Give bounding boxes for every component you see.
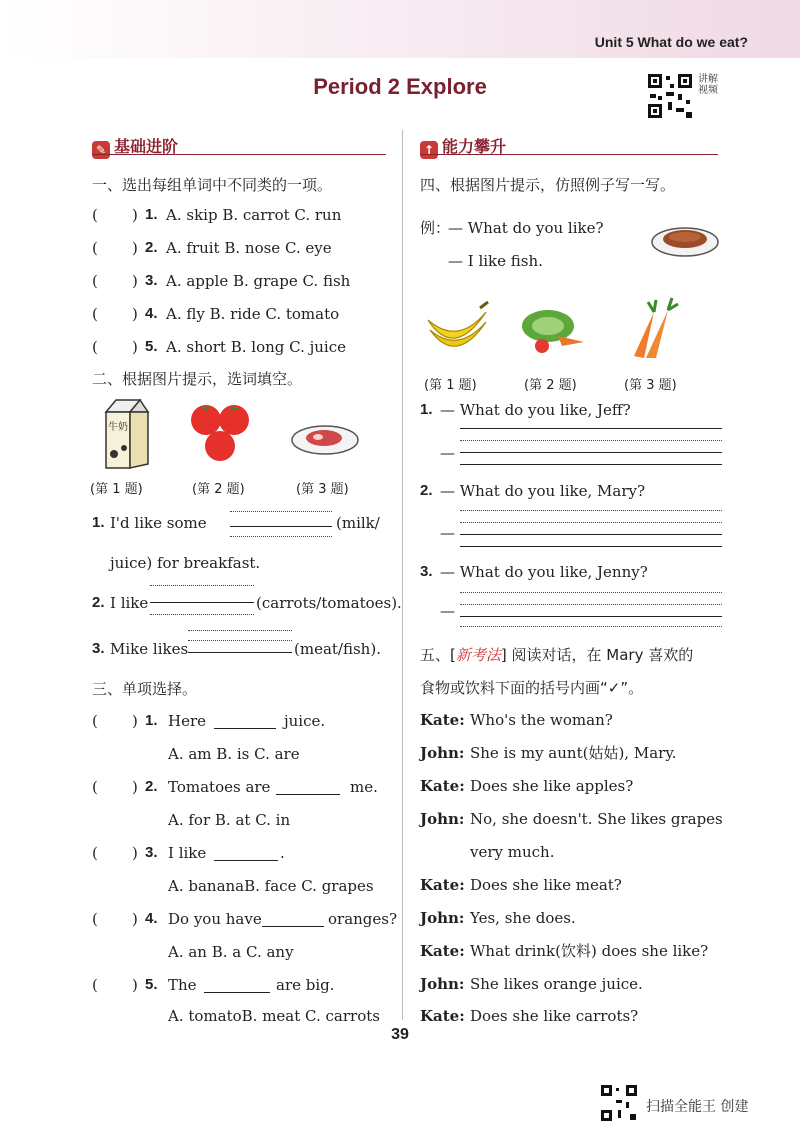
item-options: A. tomatoB. meat C. carrots	[168, 1007, 380, 1025]
section-underline	[420, 154, 718, 155]
dialogue-line: Yes, she does.	[470, 909, 576, 927]
item-stem: Here	[168, 712, 207, 730]
caption-2: (第 2 题)	[192, 482, 245, 497]
answer-paren-open[interactable]: (	[92, 272, 98, 290]
item-options: A. fruit B. nose C. eye	[166, 239, 332, 257]
item-options: A. skip B. carrot C. run	[166, 206, 342, 224]
speaker: Kate:	[420, 777, 465, 795]
q1-guide-line	[230, 511, 332, 512]
writing-line	[460, 604, 722, 605]
fish-dish-icon	[650, 220, 720, 258]
answer-paren-open[interactable]: (	[92, 239, 98, 257]
speaker: Kate:	[420, 942, 465, 960]
speaker: Kate:	[420, 876, 465, 894]
scanner-qr-icon	[600, 1084, 638, 1122]
question-number: 2.	[420, 482, 433, 499]
part5-heading-line2: 食物或饮料下面的括号内画“✓”。	[420, 679, 644, 697]
answer-paren-close: )	[132, 844, 138, 862]
writing-line	[460, 440, 722, 441]
carrots-icon	[624, 296, 690, 362]
answer-paren-open[interactable]: (	[92, 844, 98, 862]
example-label: 例：	[420, 219, 451, 237]
writing-line	[460, 428, 722, 429]
answer-line[interactable]	[460, 452, 722, 453]
part4-heading: 四、根据图片提示，仿照例子写一写。	[420, 176, 676, 194]
part3-heading: 三、单项选择。	[92, 680, 198, 698]
q2-guide-line	[150, 585, 254, 586]
question-number: 3.	[420, 563, 433, 580]
item-stem-end: juice.	[284, 712, 326, 730]
writing-line	[460, 626, 722, 627]
caption-1: (第 1 题)	[424, 378, 477, 393]
question-text: — What do you like, Mary?	[440, 482, 646, 500]
q2-blank[interactable]	[150, 602, 254, 603]
footer-watermark: 扫描全能王 创建	[646, 1099, 749, 1115]
item-number: 5.	[145, 976, 158, 993]
speaker: Kate:	[420, 1007, 465, 1025]
unit-label: Unit 5 What do we eat?	[594, 34, 748, 50]
answer-paren-close: )	[132, 206, 138, 224]
item-stem: Do you have	[168, 910, 262, 928]
q2-guide-line	[150, 614, 254, 615]
dialogue-line: Does she like apples?	[470, 777, 634, 795]
item-options: A. am B. is C. are	[168, 745, 300, 763]
section-underline	[92, 154, 386, 155]
dialogue-line: What drink(饮料) does she like?	[470, 942, 709, 960]
dialogue-line: She likes orange juice.	[470, 975, 643, 993]
q3-guide-line	[188, 640, 292, 641]
item-options: A. apple B. grape C. fish	[166, 272, 351, 290]
caption-2: (第 2 题)	[524, 378, 577, 393]
answer-paren-close: )	[132, 239, 138, 257]
column-divider	[402, 130, 403, 1020]
q1-number: 1.	[92, 514, 105, 531]
item-stem-end: are big.	[276, 976, 335, 994]
speaker: John:	[420, 909, 465, 927]
dialogue-line: She is my aunt(姑姑), Mary.	[470, 744, 677, 762]
q2-text-b: (carrots/tomatoes).	[256, 594, 402, 612]
item-options: A. bananaB. face C. grapes	[168, 877, 374, 895]
writing-line	[460, 464, 722, 465]
answer-paren-close: )	[132, 305, 138, 323]
answer-paren-open[interactable]: (	[92, 910, 98, 928]
answer-paren-open[interactable]: (	[92, 778, 98, 796]
new-method-tag: 新考法	[455, 646, 501, 664]
dialogue-line: No, she doesn't. She likes grapes	[470, 810, 723, 828]
item-stem: The	[168, 976, 197, 994]
question-number: 1.	[420, 401, 433, 418]
example-question: — What do you like?	[448, 219, 604, 237]
answer-dash: —	[440, 602, 455, 620]
caption-1: (第 1 题)	[90, 482, 143, 497]
q3-number: 3.	[92, 640, 105, 657]
vegetables-icon	[518, 302, 588, 358]
question-text: — What do you like, Jenny?	[440, 563, 648, 581]
item-options: A. short B. long C. juice	[166, 338, 347, 356]
answer-paren-close: )	[132, 976, 138, 994]
q1-blank[interactable]	[230, 526, 332, 527]
milk-label: 牛奶	[108, 422, 128, 433]
item-number: 1.	[145, 712, 158, 729]
q1-text-a: I'd like some	[110, 514, 207, 532]
part5-heading-text: ] 阅读对话，在 Mary 喜欢的	[500, 646, 694, 664]
item-stem-end: oranges?	[328, 910, 398, 928]
answer-paren-open[interactable]: (	[92, 206, 98, 224]
page-number: 39	[391, 1026, 409, 1043]
speaker: John:	[420, 744, 465, 762]
dialogue-line: very much.	[470, 843, 555, 861]
answer-line[interactable]	[460, 616, 722, 617]
answer-paren-close: )	[132, 910, 138, 928]
caption-3: (第 3 题)	[296, 482, 349, 497]
pen-icon: ✎	[92, 141, 110, 159]
meat-plate-icon	[290, 420, 360, 456]
item-number: 2.	[145, 239, 158, 256]
answer-paren-close: )	[132, 712, 138, 730]
item-stem: I like	[168, 844, 207, 862]
answer-paren-open[interactable]: (	[92, 305, 98, 323]
bananas-icon	[424, 300, 490, 362]
page-title: Period 2 Explore	[313, 74, 487, 99]
item-number: 1.	[145, 206, 158, 223]
rocket-icon: ↑	[420, 141, 438, 159]
question-text: — What do you like, Jeff?	[440, 401, 631, 419]
answer-paren-open[interactable]: (	[92, 338, 98, 356]
dialogue-line: Who's the woman?	[470, 711, 613, 729]
writing-line	[460, 522, 722, 523]
item-blank[interactable]	[204, 992, 270, 993]
item-number: 3.	[145, 844, 158, 861]
speaker: John:	[420, 810, 465, 828]
part1-heading: 一、选出每组单词中不同类的一项。	[92, 176, 333, 194]
item-blank[interactable]	[276, 794, 340, 795]
part5-heading	[420, 646, 693, 664]
qr-code-icon[interactable]	[646, 72, 694, 120]
answer-paren-close: )	[132, 778, 138, 796]
answer-line[interactable]	[460, 534, 722, 535]
item-number: 5.	[145, 338, 158, 355]
item-number: 2.	[145, 778, 158, 795]
answer-paren-open[interactable]: (	[92, 712, 98, 730]
item-options: A. fly B. ride C. tomato	[166, 305, 340, 323]
caption-3: (第 3 题)	[624, 378, 677, 393]
q3-blank[interactable]	[188, 652, 292, 653]
q2-text-a: I like	[110, 594, 149, 612]
item-number: 4.	[145, 305, 158, 322]
q1-text-b: (milk/	[336, 514, 380, 532]
q3-text-b: (meat/fish).	[294, 640, 381, 658]
item-options: A. for B. at C. in	[168, 811, 291, 829]
part5-heading-prefix: 五、[	[420, 646, 456, 664]
section-basic-title: 基础进阶	[114, 137, 179, 156]
item-stem-end: .	[280, 844, 285, 862]
speaker: John:	[420, 975, 465, 993]
item-stem-end: me.	[350, 778, 378, 796]
q3-guide-line	[188, 630, 292, 631]
item-stem: Tomatoes are	[168, 778, 271, 796]
tomatoes-icon	[188, 402, 254, 464]
item-blank[interactable]	[262, 926, 324, 927]
example-answer: — I like fish.	[448, 252, 543, 270]
answer-dash: —	[440, 444, 455, 462]
q3-text-a: Mike likes	[110, 640, 189, 658]
q1-guide-line	[230, 536, 332, 537]
item-options: A. an B. a C. any	[168, 943, 294, 961]
part2-heading: 二、根据图片提示，选词填空。	[92, 370, 303, 388]
writing-line	[460, 592, 722, 593]
dialogue-line: Does she like carrots?	[470, 1007, 639, 1025]
qr-caption: 讲解视频	[698, 74, 718, 96]
q1-text-c: juice) for breakfast.	[110, 554, 261, 572]
item-blank[interactable]	[214, 728, 276, 729]
answer-paren-close: )	[132, 338, 138, 356]
speaker: Kate:	[420, 711, 465, 729]
milk-carton-icon	[100, 398, 154, 472]
q2-number: 2.	[92, 594, 105, 611]
writing-line	[460, 546, 722, 547]
item-number: 3.	[145, 272, 158, 289]
section-advanced-title: 能力攀升	[442, 137, 507, 156]
writing-line	[460, 510, 722, 511]
item-blank[interactable]	[214, 860, 278, 861]
dialogue-line: Does she like meat?	[470, 876, 622, 894]
item-number: 4.	[145, 910, 158, 927]
answer-paren-close: )	[132, 272, 138, 290]
answer-dash: —	[440, 524, 455, 542]
answer-paren-open[interactable]: (	[92, 976, 98, 994]
